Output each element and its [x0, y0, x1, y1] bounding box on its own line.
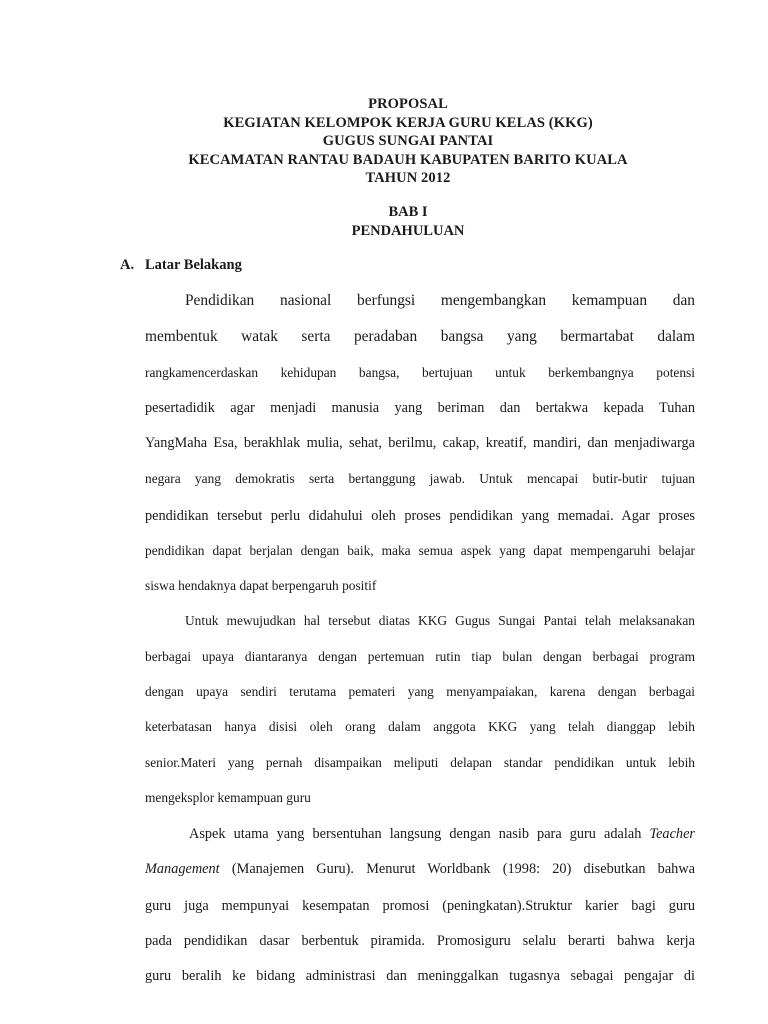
chapter-title: PENDAHULUAN: [351, 222, 465, 239]
paragraph-line: Untuk mewujudkan hal tersebut diatas KKG Gugus Sungai Pantai telah melaksanakan: [185, 613, 695, 628]
paragraph-line: membentuk watak serta peradaban bangsa yang bermartabat dalam: [145, 328, 695, 345]
paragraph-line: [189, 826, 695, 843]
italic-term: Management: [145, 861, 220, 877]
chapter-number: BAB I: [388, 204, 428, 220]
paragraph-line: [145, 861, 695, 878]
paragraph-line: mengeksplor kemampuan guru: [145, 790, 311, 805]
section-number: A.: [120, 257, 135, 273]
paragraph-line: rangkamencerdaskan kehidupan bangsa, bertujuan untuk berkembangnya potensi: [145, 365, 695, 380]
paragraph-line: pada pendidikan dasar berbentuk piramida. Promosiguru selalu berarti bahwa kerja: [145, 933, 695, 949]
document-heading: [0, 95, 768, 188]
paragraph-line: berbagai upaya diantaranya dengan pertemuan rutin tiap bulan dengan berbagai program: [145, 649, 695, 664]
heading-line-5: TAHUN 2012: [365, 170, 451, 187]
chapter-heading: [0, 203, 768, 240]
paragraph-line: pesertadidik agar menjadi manusia yang beriman dan bertakwa kepada Tuhan: [145, 400, 695, 416]
section-title: Latar Belakang: [145, 257, 242, 273]
paragraph-line: pendidikan dapat berjalan dengan baik, maka semua aspek yang dapat mempengaruhi belajar: [145, 543, 695, 558]
heading-line-4: KECAMATAN RANTAU BADAUH KABUPATEN BARITO KUALA: [188, 151, 628, 168]
paragraph-line: senior.Materi yang pernah disampaikan meliputi delapan standar pendidikan untuk lebih: [145, 755, 695, 770]
heading-line-2: KEGIATAN KELOMPOK KERJA GURU KELAS (KKG): [223, 114, 593, 131]
italic-term: Teacher: [649, 826, 695, 842]
paragraph-line: negara yang demokratis serta bertanggung jawab. Untuk mencapai butir-butir tujuan: [145, 471, 695, 486]
paragraph-text: (Manajemen Guru). Menurut Worldbank (1998: 20) disebutkan bahwa: [231, 861, 695, 877]
paragraph-line: keterbatasan hanya disisi oleh orang dalam anggota KKG yang telah dianggap lebih: [145, 719, 695, 734]
paragraph-line: dengan upaya sendiri terutama pemateri yang menyampaiakan, karena dengan berbagai: [145, 684, 695, 699]
paragraph-line: Pendidikan nasional berfungsi mengembangkan kemampuan dan: [185, 292, 695, 309]
paragraph-line: guru juga mempunyai kesempatan promosi (peningkatan).Struktur karier bagi guru: [145, 898, 695, 914]
paragraph-line: guru beralih ke bidang administrasi dan meninggalkan tugasnya sebagai pengajar di: [145, 968, 695, 984]
paragraph-line: siswa hendaknya dapat berpengaruh positif: [145, 578, 377, 593]
paragraph-line: YangMaha Esa, berakhlak mulia, sehat, berilmu, cakap, kreatif, mandiri, dan menjadiwarga: [145, 435, 695, 451]
paragraph-text: Aspek utama yang bersentuhan langsung dengan nasib para guru adalah: [189, 826, 642, 842]
paragraph-line: pendidikan tersebut perlu didahului oleh proses pendidikan yang memadai. Agar proses: [145, 508, 695, 524]
heading-line-1: PROPOSAL: [368, 96, 448, 112]
heading-line-3: GUGUS SUNGAI PANTAI: [322, 133, 494, 150]
section-heading: [120, 257, 242, 274]
